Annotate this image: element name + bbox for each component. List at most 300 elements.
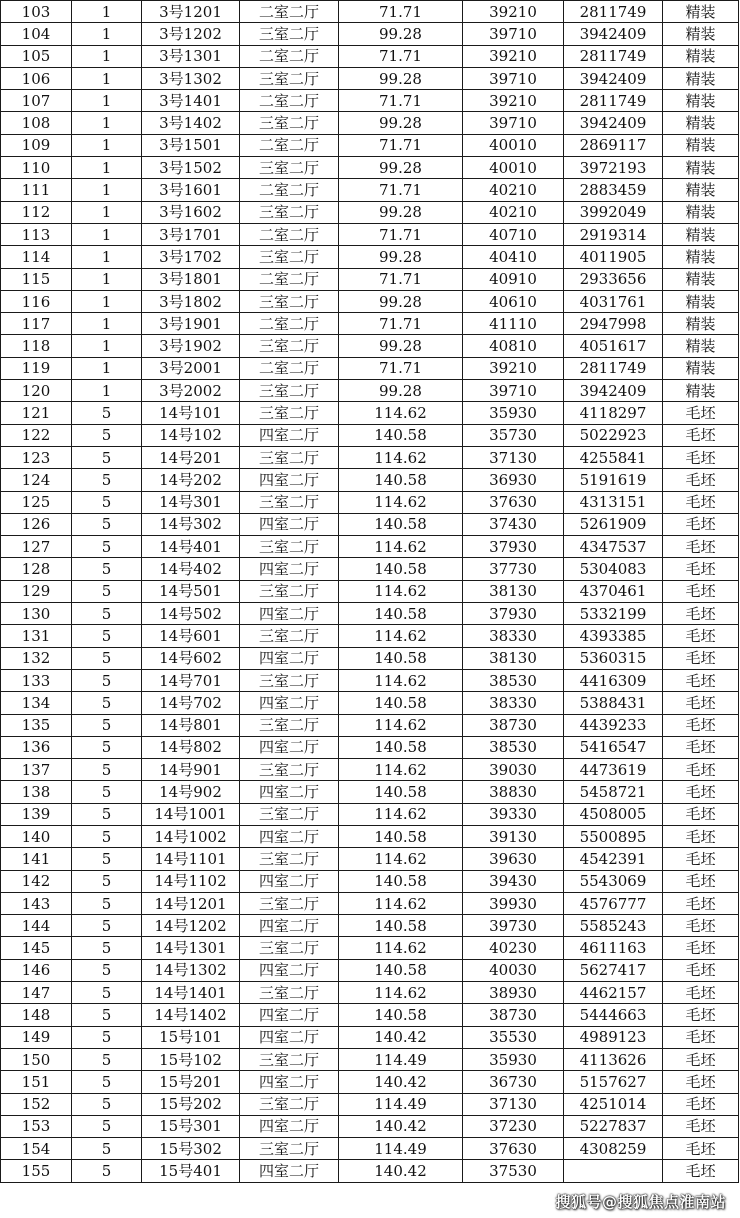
total-price-cell: 4542391 <box>564 848 663 870</box>
area-cell: 99.28 <box>339 246 463 268</box>
table-row <box>1 1026 739 1048</box>
area-cell: 140.58 <box>339 959 463 981</box>
finish-type-cell: 毛坯 <box>663 558 739 580</box>
table-row <box>1 781 739 803</box>
area-cell: 99.28 <box>339 380 463 402</box>
row-number-cell: 116 <box>1 290 72 312</box>
finish-type-cell: 精装 <box>663 157 739 179</box>
area-cell: 140.58 <box>339 870 463 892</box>
finish-type-cell: 精装 <box>663 45 739 67</box>
total-price-cell: 5444663 <box>564 1004 663 1026</box>
total-price-cell: 2869117 <box>564 134 663 156</box>
total-price-cell: 4251014 <box>564 1093 663 1115</box>
row-number-cell: 120 <box>1 380 72 402</box>
row-number-cell: 130 <box>1 603 72 625</box>
building-batch-cell: 1 <box>72 201 142 223</box>
area-cell: 114.62 <box>339 937 463 959</box>
building-batch-cell: 5 <box>72 714 142 736</box>
table-row <box>1 335 739 357</box>
area-cell: 140.58 <box>339 781 463 803</box>
unit-price-cell: 40710 <box>463 223 564 245</box>
row-number-cell: 128 <box>1 558 72 580</box>
unit-number-cell: 3号1301 <box>142 45 240 67</box>
row-number-cell: 137 <box>1 759 72 781</box>
area-cell: 114.62 <box>339 491 463 513</box>
building-batch-cell: 5 <box>72 647 142 669</box>
layout-cell: 三室二厅 <box>240 937 339 959</box>
unit-price-cell: 38530 <box>463 736 564 758</box>
finish-type-cell: 毛坯 <box>663 959 739 981</box>
unit-price-cell: 37130 <box>463 446 564 468</box>
row-number-cell: 125 <box>1 491 72 513</box>
finish-type-cell: 毛坯 <box>663 402 739 424</box>
finish-type-cell: 毛坯 <box>663 513 739 535</box>
finish-type-cell: 毛坯 <box>663 469 739 491</box>
building-batch-cell: 5 <box>72 1160 142 1182</box>
total-price-cell: 4255841 <box>564 446 663 468</box>
total-price-cell: 4462157 <box>564 982 663 1004</box>
building-batch-cell: 5 <box>72 424 142 446</box>
total-price-cell: 5543069 <box>564 870 663 892</box>
building-batch-cell: 1 <box>72 179 142 201</box>
layout-cell: 二室二厅 <box>240 223 339 245</box>
row-number-cell: 107 <box>1 90 72 112</box>
finish-type-cell: 毛坯 <box>663 692 739 714</box>
row-number-cell: 122 <box>1 424 72 446</box>
building-batch-cell: 5 <box>72 1004 142 1026</box>
row-number-cell: 141 <box>1 848 72 870</box>
building-batch-cell: 5 <box>72 848 142 870</box>
layout-cell: 二室二厅 <box>240 179 339 201</box>
table-row <box>1 647 739 669</box>
building-batch-cell: 5 <box>72 825 142 847</box>
unit-price-cell: 37230 <box>463 1115 564 1137</box>
table-row <box>1 759 739 781</box>
building-batch-cell: 5 <box>72 603 142 625</box>
finish-type-cell: 毛坯 <box>663 424 739 446</box>
unit-number-cell: 14号102 <box>142 424 240 446</box>
row-number-cell: 104 <box>1 23 72 45</box>
area-cell: 114.49 <box>339 1138 463 1160</box>
unit-price-cell: 40410 <box>463 246 564 268</box>
finish-type-cell: 毛坯 <box>663 625 739 647</box>
total-price-cell: 2933656 <box>564 268 663 290</box>
unit-number-cell: 15号401 <box>142 1160 240 1182</box>
row-number-cell: 110 <box>1 157 72 179</box>
total-price-cell: 5157627 <box>564 1071 663 1093</box>
area-cell: 140.58 <box>339 692 463 714</box>
building-batch-cell: 5 <box>72 692 142 714</box>
layout-cell: 三室二厅 <box>240 714 339 736</box>
table-row <box>1 223 739 245</box>
row-number-cell: 106 <box>1 67 72 89</box>
row-number-cell: 124 <box>1 469 72 491</box>
unit-price-cell: 37930 <box>463 536 564 558</box>
row-number-cell: 149 <box>1 1026 72 1048</box>
table-row <box>1 23 739 45</box>
row-number-cell: 142 <box>1 870 72 892</box>
finish-type-cell: 毛坯 <box>663 1115 739 1137</box>
finish-type-cell: 毛坯 <box>663 848 739 870</box>
layout-cell: 三室二厅 <box>240 112 339 134</box>
row-number-cell: 126 <box>1 513 72 535</box>
layout-cell: 三室二厅 <box>240 669 339 691</box>
table-row <box>1 848 739 870</box>
row-number-cell: 134 <box>1 692 72 714</box>
building-batch-cell: 1 <box>72 335 142 357</box>
layout-cell: 三室二厅 <box>240 1093 339 1115</box>
area-cell: 114.62 <box>339 848 463 870</box>
table-row <box>1 915 739 937</box>
building-batch-cell: 1 <box>72 134 142 156</box>
unit-price-cell: 35530 <box>463 1026 564 1048</box>
row-number-cell: 129 <box>1 580 72 602</box>
row-number-cell: 111 <box>1 179 72 201</box>
unit-price-cell: 37430 <box>463 513 564 535</box>
layout-cell: 四室二厅 <box>240 1160 339 1182</box>
area-cell: 140.58 <box>339 736 463 758</box>
unit-price-cell: 38130 <box>463 647 564 669</box>
finish-type-cell: 精装 <box>663 90 739 112</box>
total-price-cell: 5500895 <box>564 825 663 847</box>
layout-cell: 二室二厅 <box>240 1 339 23</box>
unit-number-cell: 3号2002 <box>142 380 240 402</box>
building-batch-cell: 5 <box>72 870 142 892</box>
finish-type-cell: 精装 <box>663 290 739 312</box>
layout-cell: 四室二厅 <box>240 870 339 892</box>
table-row <box>1 1115 739 1137</box>
row-number-cell: 136 <box>1 736 72 758</box>
area-cell: 114.62 <box>339 669 463 691</box>
area-cell: 114.62 <box>339 536 463 558</box>
finish-type-cell: 精装 <box>663 201 739 223</box>
table-row <box>1 982 739 1004</box>
row-number-cell: 144 <box>1 915 72 937</box>
total-price-cell: 4611163 <box>564 937 663 959</box>
unit-price-cell: 39710 <box>463 112 564 134</box>
layout-cell: 四室二厅 <box>240 558 339 580</box>
unit-price-cell: 39730 <box>463 915 564 937</box>
area-cell: 140.58 <box>339 915 463 937</box>
finish-type-cell: 精装 <box>663 246 739 268</box>
unit-number-cell: 14号1101 <box>142 848 240 870</box>
layout-cell: 三室二厅 <box>240 246 339 268</box>
unit-number-cell: 14号302 <box>142 513 240 535</box>
layout-cell: 三室二厅 <box>240 380 339 402</box>
unit-number-cell: 14号402 <box>142 558 240 580</box>
area-cell: 71.71 <box>339 357 463 379</box>
finish-type-cell: 毛坯 <box>663 714 739 736</box>
area-cell: 114.62 <box>339 803 463 825</box>
layout-cell: 三室二厅 <box>240 290 339 312</box>
finish-type-cell: 毛坯 <box>663 580 739 602</box>
building-batch-cell: 5 <box>72 491 142 513</box>
unit-number-cell: 15号202 <box>142 1093 240 1115</box>
layout-cell: 三室二厅 <box>240 402 339 424</box>
layout-cell: 四室二厅 <box>240 1115 339 1137</box>
building-batch-cell: 1 <box>72 112 142 134</box>
area-cell: 140.42 <box>339 1160 463 1182</box>
unit-number-cell: 15号102 <box>142 1048 240 1070</box>
total-price-cell: 5304083 <box>564 558 663 580</box>
building-batch-cell: 1 <box>72 223 142 245</box>
total-price-cell: 4370461 <box>564 580 663 602</box>
table-row <box>1 246 739 268</box>
building-batch-cell: 1 <box>72 90 142 112</box>
total-price-cell: 5388431 <box>564 692 663 714</box>
watermark-text: 搜狐号@搜狐焦点淮南站 <box>555 1193 726 1211</box>
table-row <box>1 825 739 847</box>
layout-cell: 三室二厅 <box>240 580 339 602</box>
unit-price-cell: 36730 <box>463 1071 564 1093</box>
total-price-cell: 4416309 <box>564 669 663 691</box>
area-cell: 114.49 <box>339 1048 463 1070</box>
total-price-cell: 3942409 <box>564 23 663 45</box>
layout-cell: 三室二厅 <box>240 625 339 647</box>
total-price-cell: 5585243 <box>564 915 663 937</box>
finish-type-cell: 毛坯 <box>663 1026 739 1048</box>
total-price-cell: 4473619 <box>564 759 663 781</box>
area-cell: 140.42 <box>339 1115 463 1137</box>
table-row <box>1 959 739 981</box>
unit-price-cell: 38930 <box>463 982 564 1004</box>
row-number-cell: 112 <box>1 201 72 223</box>
unit-number-cell: 3号1601 <box>142 179 240 201</box>
unit-price-cell: 39210 <box>463 45 564 67</box>
table-row <box>1 446 739 468</box>
finish-type-cell: 毛坯 <box>663 781 739 803</box>
table-row <box>1 290 739 312</box>
table-row <box>1 937 739 959</box>
finish-type-cell: 毛坯 <box>663 825 739 847</box>
building-batch-cell: 5 <box>72 982 142 1004</box>
total-price-cell: 5191619 <box>564 469 663 491</box>
area-cell: 71.71 <box>339 45 463 67</box>
table-row <box>1 179 739 201</box>
area-cell: 114.49 <box>339 1093 463 1115</box>
area-cell: 99.28 <box>339 112 463 134</box>
unit-price-cell: 38330 <box>463 625 564 647</box>
building-batch-cell: 5 <box>72 937 142 959</box>
building-batch-cell: 5 <box>72 536 142 558</box>
unit-price-cell: 37630 <box>463 491 564 513</box>
building-batch-cell: 5 <box>72 892 142 914</box>
row-number-cell: 150 <box>1 1048 72 1070</box>
table-row <box>1 1160 739 1182</box>
row-number-cell: 103 <box>1 1 72 23</box>
unit-number-cell: 3号1901 <box>142 313 240 335</box>
table-row <box>1 513 739 535</box>
unit-price-cell: 37130 <box>463 1093 564 1115</box>
unit-number-cell: 14号301 <box>142 491 240 513</box>
unit-price-cell: 38830 <box>463 781 564 803</box>
area-cell: 99.28 <box>339 23 463 45</box>
finish-type-cell: 毛坯 <box>663 1093 739 1115</box>
unit-number-cell: 3号1401 <box>142 90 240 112</box>
unit-number-cell: 14号101 <box>142 402 240 424</box>
unit-price-cell: 37630 <box>463 1138 564 1160</box>
unit-number-cell: 14号401 <box>142 536 240 558</box>
area-cell: 140.58 <box>339 513 463 535</box>
finish-type-cell: 毛坯 <box>663 982 739 1004</box>
row-number-cell: 145 <box>1 937 72 959</box>
table-body <box>1 1 739 1183</box>
total-price-cell: 4011905 <box>564 246 663 268</box>
unit-number-cell: 14号601 <box>142 625 240 647</box>
area-cell: 71.71 <box>339 134 463 156</box>
unit-price-cell: 37530 <box>463 1160 564 1182</box>
total-price-cell: 5416547 <box>564 736 663 758</box>
table-row <box>1 603 739 625</box>
row-number-cell: 146 <box>1 959 72 981</box>
total-price-cell <box>564 1160 663 1182</box>
unit-price-cell: 41110 <box>463 313 564 335</box>
area-cell: 140.58 <box>339 469 463 491</box>
building-batch-cell: 5 <box>72 1071 142 1093</box>
area-cell: 99.28 <box>339 335 463 357</box>
unit-number-cell: 3号1602 <box>142 201 240 223</box>
finish-type-cell: 毛坯 <box>663 1138 739 1160</box>
building-batch-cell: 1 <box>72 290 142 312</box>
unit-price-cell: 40010 <box>463 134 564 156</box>
unit-price-cell: 39630 <box>463 848 564 870</box>
row-number-cell: 109 <box>1 134 72 156</box>
layout-cell: 三室二厅 <box>240 1138 339 1160</box>
unit-price-cell: 39430 <box>463 870 564 892</box>
building-batch-cell: 1 <box>72 380 142 402</box>
area-cell: 114.62 <box>339 446 463 468</box>
layout-cell: 三室二厅 <box>240 982 339 1004</box>
table-row <box>1 1004 739 1026</box>
unit-number-cell: 14号502 <box>142 603 240 625</box>
unit-number-cell: 15号201 <box>142 1071 240 1093</box>
area-cell: 114.62 <box>339 759 463 781</box>
unit-price-cell: 39710 <box>463 23 564 45</box>
area-cell: 140.58 <box>339 603 463 625</box>
unit-number-cell: 14号501 <box>142 580 240 602</box>
unit-number-cell: 3号1302 <box>142 67 240 89</box>
building-batch-cell: 5 <box>72 513 142 535</box>
total-price-cell: 3942409 <box>564 112 663 134</box>
layout-cell: 四室二厅 <box>240 1004 339 1026</box>
finish-type-cell: 毛坯 <box>663 870 739 892</box>
row-number-cell: 132 <box>1 647 72 669</box>
total-price-cell: 4051617 <box>564 335 663 357</box>
unit-price-cell: 35930 <box>463 1048 564 1070</box>
row-number-cell: 138 <box>1 781 72 803</box>
row-number-cell: 127 <box>1 536 72 558</box>
row-number-cell: 118 <box>1 335 72 357</box>
unit-number-cell: 14号1202 <box>142 915 240 937</box>
building-batch-cell: 5 <box>72 803 142 825</box>
table-row <box>1 90 739 112</box>
row-number-cell: 121 <box>1 402 72 424</box>
table-row <box>1 580 739 602</box>
row-number-cell: 117 <box>1 313 72 335</box>
area-cell: 71.71 <box>339 313 463 335</box>
finish-type-cell: 毛坯 <box>663 759 739 781</box>
total-price-cell: 4508005 <box>564 803 663 825</box>
unit-price-cell: 39210 <box>463 357 564 379</box>
layout-cell: 四室二厅 <box>240 469 339 491</box>
area-cell: 140.58 <box>339 825 463 847</box>
unit-number-cell: 14号1002 <box>142 825 240 847</box>
unit-number-cell: 3号1702 <box>142 246 240 268</box>
total-price-cell: 5627417 <box>564 959 663 981</box>
table-row <box>1 67 739 89</box>
unit-price-cell: 40230 <box>463 937 564 959</box>
total-price-cell: 3992049 <box>564 201 663 223</box>
unit-number-cell: 3号1502 <box>142 157 240 179</box>
row-number-cell: 147 <box>1 982 72 1004</box>
row-number-cell: 119 <box>1 357 72 379</box>
total-price-cell: 2811749 <box>564 45 663 67</box>
finish-type-cell: 毛坯 <box>663 1004 739 1026</box>
total-price-cell: 4347537 <box>564 536 663 558</box>
total-price-cell: 2811749 <box>564 357 663 379</box>
unit-price-cell: 39030 <box>463 759 564 781</box>
finish-type-cell: 毛坯 <box>663 1071 739 1093</box>
total-price-cell: 5458721 <box>564 781 663 803</box>
unit-number-cell: 14号201 <box>142 446 240 468</box>
table-row <box>1 357 739 379</box>
row-number-cell: 123 <box>1 446 72 468</box>
finish-type-cell: 精装 <box>663 357 739 379</box>
layout-cell: 三室二厅 <box>240 803 339 825</box>
area-cell: 71.71 <box>339 90 463 112</box>
building-batch-cell: 5 <box>72 736 142 758</box>
row-number-cell: 151 <box>1 1071 72 1093</box>
unit-number-cell: 3号1202 <box>142 23 240 45</box>
finish-type-cell: 精装 <box>663 1 739 23</box>
building-batch-cell: 1 <box>72 268 142 290</box>
building-batch-cell: 1 <box>72 357 142 379</box>
finish-type-cell: 毛坯 <box>663 1048 739 1070</box>
unit-number-cell: 14号702 <box>142 692 240 714</box>
total-price-cell: 2919314 <box>564 223 663 245</box>
row-number-cell: 113 <box>1 223 72 245</box>
layout-cell: 二室二厅 <box>240 45 339 67</box>
table-row <box>1 803 739 825</box>
layout-cell: 四室二厅 <box>240 1071 339 1093</box>
unit-price-cell: 39930 <box>463 892 564 914</box>
total-price-cell: 2883459 <box>564 179 663 201</box>
building-batch-cell: 1 <box>72 67 142 89</box>
unit-price-cell: 37930 <box>463 603 564 625</box>
building-batch-cell: 5 <box>72 959 142 981</box>
area-cell: 114.62 <box>339 625 463 647</box>
unit-price-cell: 39130 <box>463 825 564 847</box>
table-row <box>1 424 739 446</box>
unit-price-cell: 40810 <box>463 335 564 357</box>
layout-cell: 三室二厅 <box>240 759 339 781</box>
building-batch-cell: 5 <box>72 1048 142 1070</box>
layout-cell: 三室二厅 <box>240 446 339 468</box>
table-row <box>1 491 739 513</box>
total-price-cell: 2811749 <box>564 90 663 112</box>
unit-number-cell: 3号1501 <box>142 134 240 156</box>
row-number-cell: 155 <box>1 1160 72 1182</box>
layout-cell: 三室二厅 <box>240 335 339 357</box>
unit-price-cell: 38130 <box>463 580 564 602</box>
finish-type-cell: 精装 <box>663 179 739 201</box>
building-batch-cell: 1 <box>72 246 142 268</box>
building-batch-cell: 5 <box>72 1026 142 1048</box>
row-number-cell: 153 <box>1 1115 72 1137</box>
layout-cell: 四室二厅 <box>240 647 339 669</box>
unit-number-cell: 15号301 <box>142 1115 240 1137</box>
unit-price-cell: 39710 <box>463 67 564 89</box>
